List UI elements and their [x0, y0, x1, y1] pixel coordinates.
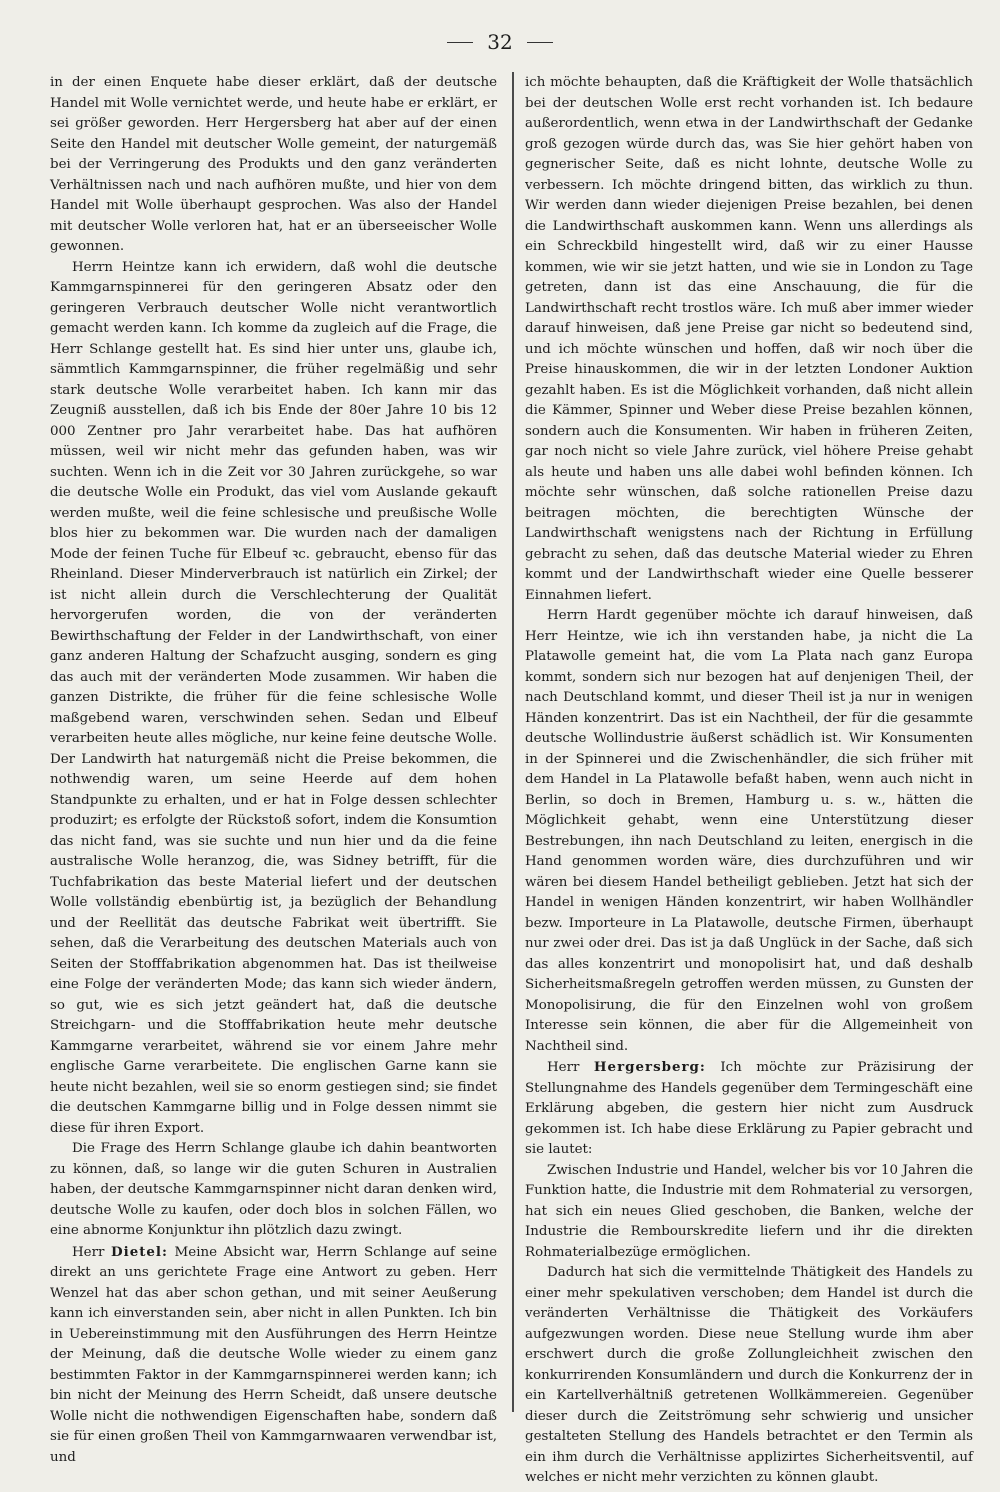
- column-divider: [512, 72, 514, 1412]
- right-paragraph-4: Zwischen Industrie und Handel, welcher bis vor 10 Jahren die Funktion hatte, die Industrie mit dem Rohmaterial zu versorgen, hat sich ein neues Glied geschoben, die Banken, welche der Industrie die Rembourskredite liefern und ihr die direkten Rohmaterialbezüge ermöglichen.: [525, 1162, 973, 1260]
- right-paragraph-1: ich möchte behaupten, daß die Kräftigkeit der Wolle thatsächlich bei der deutschen Wolle erst recht vorhanden ist. Ich bedaure außerordentlich, wenn etwa in der Landwirthschaft der Gedanke groß gezogen würde durch das, was Sie hier gehört haben von gegnerischer Seite, daß es nicht lohnte, deutsche Wolle zu verbessern. Ich möchte dringend bitten, das wirklich zu thun. Wir werden dann wieder diejenigen Preise bezahlen, bei denen die Landwirthschaft auskommen kann. Wenn uns allerdings als ein Schreckbild hingestellt wird, daß wir zu einer Hausse kommen, wie wir sie jetzt hatten, und wie sie in London zu Tage getreten, dann ist das eine Anschauung, die für die Landwirthschaft recht trostlos wäre. Ich muß aber immer wieder darauf hinweisen, daß jene Preise gar nicht so bedeutend sind, und ich möchte wünschen und hoffen, daß wir noch über die Preise hinauskommen, die wir in der letzten Londoner Auktion gezahlt haben. Es ist die Möglichkeit vorhanden, daß nicht allein die Kämmer, Spinner und Weber diese Preise bezahlen können, sondern auch die Konsumenten. Wir haben in früheren Zeiten, gar noch nicht so viele Jahre zurück, viel höhere Preise gehabt als heute und haben uns alle dabei wohl befinden können. Ich möchte sehr wünschen, daß solche rationellen Preise dazu beitragen möchten, die berechtigten Wünsche der Landwirthschaft wenigstens nach der Richtung in Erfüllung gebracht zu sehen, daß das deutsche Material wieder zu Ehren kommt und der Landwirthschaft wieder eine Quelle besserer Einnahmen liefert.: [525, 75, 973, 603]
- left-column: [50, 73, 497, 1468]
- speaker-name-dietel: Dietel:: [111, 1243, 168, 1260]
- speech-text: Meine Absicht war, Herrn Schlange auf seine direkt an uns gerichtete Frage eine Antwort zu geben. Herr Wenzel hat das aber schon gethan, und mit seiner Aeußerung kann ich einverstanden sein, aber nicht in allen Punkten. Ich bin in Uebereinstimmung mit den Ausführungen des Herrn Heintze der Meinung, daß die deutsche Wolle wieder zu einem ganz bestimmten Faktor in der Kammgarnspinnerei werden kann; ich bin nicht der Meinung des Herrn Scheidt, daß unsere deutsche Wolle nicht die nothwendigen Eigenschaften habe, sondern daß sie für einen großen Theil von Kammgarnwaaren verwendbar ist, und: [50, 1244, 497, 1465]
- page-number: 32: [487, 30, 513, 54]
- page-header: [0, 28, 1000, 56]
- header-dash-right: [527, 42, 553, 43]
- right-paragraph-5: Dadurch hat sich die vermittelnde Thätigkeit des Handels zu einer mehr spekulativen verschoben; dem Handel ist durch die veränderten Verhältnisse die Thätigkeit des Vorkäufers aufgezwungen worden. Diese neue Stellung wurde ihm aber erschwert durch die große Zollungleichheit zwischen den konkurrirenden Konsumländern und durch die Konkurrenz der in ein Kartellverhältniß getretenen Wollkämmereien. Gegenüber dieser durch die Zeitströmung sehr schwierig und unsicher gestalteten Stellung des Handels betrachtet er den Termin als ein ihm durch die Verhältnisse applizirtes Sicherheitsventil, auf welches er nicht mehr verzichten zu können glaubt.: [525, 1265, 973, 1485]
- speech-text: Ich möchte zur Präzisirung der Stellungnahme des Handels gegenüber dem Termingeschäft eine Erklärung abgeben, die gestern hier nicht zum Ausdruck gekommen ist. Ich habe diese Erklärung zu Papier gebracht und sie lautet:: [525, 1060, 973, 1157]
- right-paragraph-3: [525, 1057, 973, 1161]
- header-dash-left: [447, 42, 473, 43]
- left-paragraph-3: Die Frage des Herrn Schlange glaube ich dahin beantworten zu können, daß, so lange wir die guten Schuren in Australien haben, der deutsche Kammgarnspinner nicht daran denken wird, deutsche Wolle zu kaufen, oder doch blos in solchen Fällen, wo eine abnorme Konjunktur ihn plötzlich dazu zwingt.: [50, 1141, 497, 1238]
- speaker-prefix: Herr: [547, 1060, 594, 1075]
- left-paragraph-2: Herrn Heintze kann ich erwidern, daß wohl die deutsche Kammgarnspinnerei für den geringeren Absatz oder den geringeren Verbrauch deutscher Wolle nicht verantwortlich gemacht werden kann. Ich komme da zugleich auf die Frage, die Herr Schlange gestellt hat. Es sind hier unter uns, glaube ich, sämmtlich Kammgarnspinner, die früher regelmäßig und sehr stark deutsche Wolle verarbeitet haben. Ich kann mir das Zeugniß ausstellen, daß ich bis Ende der 80er Jahre 10 bis 12 000 Zentner pro Jahr verarbeitet habe. Das hat aufhören müssen, weil wir nicht mehr das gefunden haben, was wir suchten. Wenn ich in die Zeit vor 30 Jahren zurückgehe, so war die deutsche Wolle ein Produkt, das viel vom Auslande gekauft werden mußte, weil die feine schlesische und preußische Wolle blos hier zu bekommen war. Die wurden nach der damaligen Mode der feinen Tuche für Elbeuf ꝛc. gebraucht, ebenso für das Rheinland. Dieser Minderverbrauch ist natürlich ein Zirkel; der ist nicht allein durch die Verschlechterung der Qualität hervorgerufen worden, die von der veränderten Bewirthschaftung der Felder in der Landwirthschaft, von einer ganz anderen Haltung der Schafzucht ausging, sondern es ging das auch mit der veränderten Mode zusammen. Wir haben die ganzen Distrikte, die früher für die feine schlesische Wolle maßgebend waren, verschwinden sehen. Sedan und Elbeuf verarbeiten heute alles mögliche, nur keine feine deutsche Wolle. Der Landwirth hat naturgemäß nicht die Preise bekommen, die nothwendig waren, um seine Heerde auf dem hohen Standpunkte zu erhalten, und er hat in Folge dessen schlechter produzirt; es erfolgte der Rückstoß sofort, indem die Konsumtion das nicht fand, was sie suchte und nun hier und da die feine australische Wolle heranzog, die, was Sidney betrifft, für die Tuchfabrikation das beste Material liefert und der deutschen Wolle vollständig ebenbürtig ist, ja bezüglich der Behandlung und der Reellität das deutsche Fabrikat weit übertrifft. Sie sehen, daß die Verarbeitung des deutschen Materials auch von Seiten der Stofffabrikation abgenommen hat. Das ist theilweise eine Folge der veränderten Mode; das kann sich wieder ändern, so gut, wie es sich jetzt geändert hat, daß die deutsche Streichgarn- und die Stofffabrikation heute mehr deutsche Kammgarne verarbeitet, während sie vor einem Jahre mehr englische Garne verarbeitete. Die englischen Garne kann sie heute nicht bezahlen, weil sie so enorm gestiegen sind; sie findet die deutschen Kammgarne billig und in Folge dessen nimmt sie diese für ihren Export.: [50, 259, 497, 1136]
- right-column: [525, 73, 973, 1489]
- speaker-name-hergersberg: Hergersberg:: [593, 1059, 706, 1075]
- right-paragraph-2: Herrn Hardt gegenüber möchte ich darauf hinweisen, daß Herr Heintze, wie ich ihn verstanden habe, ja nicht die La Platawolle gemeint hat, die vom La Plata nach ganz Europa kommt, sondern sich nur bezogen hat auf denjenigen Theil, der nach Deutschland kommt, und dieser Theil ist ja nur in wenigen Händen konzentrirt. Das ist ein Nachtheil, der für die gesammte deutsche Wollindustrie äußerst schädlich ist. Wir Konsumenten in der Spinnerei und die Zwischenhändler, die sich früher mit dem Handel in La Platawolle befaßt haben, wenn auch nicht in Berlin, so doch in Bremen, Hamburg u. s. w., hätten die Möglichkeit gehabt, wenn eine Unterstützung dieser Bestrebungen, ihn nach Deutschland zu leiten, energisch in die Hand genommen worden wäre, dies durchzuführen und wir wären bei diesem Handel betheiligt geblieben. Jetzt hat sich der Handel in wenigen Händen konzentrirt, wir haben Wollhändler bezw. Importeure in La Platawolle, deutsche Firmen, überhaupt nur zwei oder drei. Das ist ja daß Unglück in der Sache, daß sich das alles konzentrirt und monopolisirt hat, und daß deshalb Sicherheitsmaßregeln getroffen werden müssen, zu Gunsten der Monopolisirung, die für den Einzelnen wohl von großem Interesse sein können, die aber für die Allgemeinheit von Nachtheil sind.: [525, 608, 973, 1054]
- left-paragraph-4: [50, 1242, 497, 1469]
- left-paragraph-1: in der einen Enquete habe dieser erklärt, daß der deutsche Handel mit Wolle vernichtet werde, und heute habe er erklärt, er sei größer geworden. Herr Hergersberg hat aber auf der einen Seite den Handel mit deutscher Wolle gemeint, der naturgemäß bei der Verringerung des Produkts und den ganz veränderten Verhältnissen nach und nach aufhören mußte, und hier von dem Handel mit Wolle überhaupt gesprochen. Was also der Handel mit deutscher Wolle verloren hat, hat er an überseeischer Wolle gewonnen.: [50, 75, 497, 254]
- speaker-prefix: Herr: [72, 1244, 111, 1260]
